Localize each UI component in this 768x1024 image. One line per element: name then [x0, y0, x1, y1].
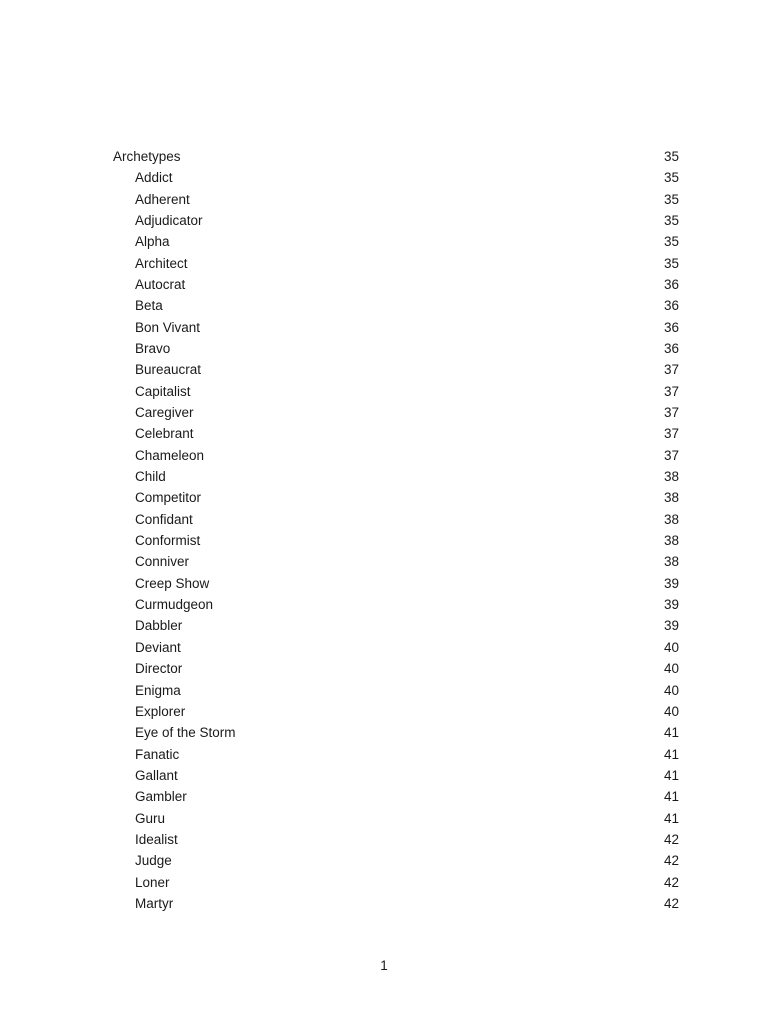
- toc-entry: [113, 167, 679, 188]
- toc-entry: [113, 765, 679, 786]
- toc-entry-label: Bureaucrat: [135, 362, 202, 378]
- toc-entry-label: Curmudgeon: [135, 597, 214, 613]
- toc-entry-page: 38: [663, 490, 679, 506]
- toc-entry-label: Enigma: [135, 682, 181, 698]
- toc-entry-page: 35: [663, 170, 679, 186]
- toc-entry: [113, 210, 679, 231]
- toc-entry-label: Deviant: [135, 639, 181, 655]
- toc-entry-label: Gallant: [135, 767, 178, 783]
- toc-entry-page: 38: [663, 469, 679, 485]
- toc-entry-label: Confidant: [135, 511, 193, 527]
- toc-entry: [113, 295, 679, 316]
- toc-entry: [113, 658, 679, 679]
- toc-heading-label: Archetypes: [113, 148, 181, 164]
- toc-entry-label: Alpha: [135, 234, 170, 250]
- toc-entry-page: 39: [663, 597, 679, 613]
- toc-entry-page: 37: [663, 362, 679, 378]
- toc-entry-page: 39: [663, 618, 679, 634]
- toc-entry: [113, 829, 679, 850]
- toc-entry-page: 42: [663, 831, 679, 847]
- toc-entry-page: 39: [663, 575, 679, 591]
- toc-entry-page: 40: [663, 639, 679, 655]
- toc-entry-label: Adjudicator: [135, 212, 203, 228]
- toc-entry: [113, 530, 679, 551]
- toc-entry-page: 41: [663, 789, 679, 805]
- toc-entry-label: Caregiver: [135, 405, 194, 421]
- toc-entry-label: Eye of the Storm: [135, 725, 236, 741]
- toc-entry-page: 35: [663, 234, 679, 250]
- toc-entry: [113, 402, 679, 423]
- toc-entry: [113, 466, 679, 487]
- toc-entry-page: 38: [663, 511, 679, 527]
- toc-entry-page: 36: [663, 276, 679, 292]
- toc-entry-label: Gambler: [135, 789, 187, 805]
- toc-entry: [113, 680, 679, 701]
- toc-entry-page: 36: [663, 319, 679, 335]
- toc-entry-label: Creep Show: [135, 575, 210, 591]
- toc-entry-label: Guru: [135, 810, 166, 826]
- toc-entry-page: 35: [663, 191, 679, 207]
- toc-entry: [113, 338, 679, 359]
- toc-entry-label: Fanatic: [135, 746, 180, 762]
- toc-entry-page: 36: [663, 341, 679, 357]
- toc-entry-page: 41: [663, 810, 679, 826]
- toc-entry-page: 41: [663, 767, 679, 783]
- toc-entry: [113, 359, 679, 380]
- toc-entry: [113, 808, 679, 829]
- toc-entry-label: Judge: [135, 853, 172, 869]
- toc-heading-row: [113, 146, 679, 167]
- toc-entry-label: Celebrant: [135, 426, 194, 442]
- toc-entry: [113, 317, 679, 338]
- toc-entry-page: 36: [663, 298, 679, 314]
- toc-entry-label: Chameleon: [135, 447, 205, 463]
- toc-entry: [113, 488, 679, 509]
- toc-entry: [113, 445, 679, 466]
- toc-entry-label: Bravo: [135, 341, 171, 357]
- toc-entry-label: Loner: [135, 874, 170, 890]
- toc-entry-page: 35: [663, 255, 679, 271]
- toc-heading-page: 35: [663, 148, 679, 164]
- toc-entry-page: 41: [663, 725, 679, 741]
- toc-entry-label: Conniver: [135, 554, 190, 570]
- toc-entry-page: 41: [663, 746, 679, 762]
- toc-entry-label: Dabbler: [135, 618, 183, 634]
- toc-entry: [113, 594, 679, 615]
- toc-entry: [113, 253, 679, 274]
- toc-entry: [113, 786, 679, 807]
- toc-entry-page: 40: [663, 703, 679, 719]
- toc-entry: [113, 552, 679, 573]
- toc-entry-page: 35: [663, 212, 679, 228]
- toc-entry-label: Bon Vivant: [135, 319, 201, 335]
- toc-entry-label: Child: [135, 469, 166, 485]
- toc-items: [113, 167, 679, 914]
- toc-entry-page: 42: [663, 895, 679, 911]
- toc-entry-page: 38: [663, 533, 679, 549]
- toc-entry: [113, 231, 679, 252]
- toc-entry: [113, 189, 679, 210]
- page-number: 1: [380, 958, 388, 973]
- table-of-contents: [113, 146, 679, 914]
- toc-entry-label: Explorer: [135, 703, 186, 719]
- toc-entry: [113, 850, 679, 871]
- toc-entry: [113, 509, 679, 530]
- toc-entry-label: Adherent: [135, 191, 190, 207]
- toc-entry: [113, 744, 679, 765]
- toc-entry: [113, 893, 679, 914]
- toc-entry-page: 42: [663, 853, 679, 869]
- toc-entry-label: Conformist: [135, 533, 201, 549]
- toc-entry-label: Competitor: [135, 490, 202, 506]
- toc-entry-label: Beta: [135, 298, 163, 314]
- toc-entry-page: 37: [663, 383, 679, 399]
- toc-entry-page: 40: [663, 682, 679, 698]
- toc-entry: [113, 381, 679, 402]
- toc-entry-page: 40: [663, 661, 679, 677]
- toc-entry-label: Idealist: [135, 831, 178, 847]
- toc-entry-label: Autocrat: [135, 276, 186, 292]
- toc-entry: [113, 637, 679, 658]
- toc-entry-label: Martyr: [135, 895, 174, 911]
- toc-entry-label: Architect: [135, 255, 188, 271]
- toc-entry-label: Director: [135, 661, 183, 677]
- toc-entry: [113, 423, 679, 444]
- toc-entry: [113, 872, 679, 893]
- toc-entry-page: 37: [663, 447, 679, 463]
- toc-entry-page: 38: [663, 554, 679, 570]
- toc-entry: [113, 616, 679, 637]
- toc-entry: [113, 722, 679, 743]
- toc-entry-page: 37: [663, 405, 679, 421]
- toc-entry: [113, 573, 679, 594]
- toc-entry-page: 42: [663, 874, 679, 890]
- toc-entry-label: Capitalist: [135, 383, 191, 399]
- toc-entry: [113, 274, 679, 295]
- toc-entry-page: 37: [663, 426, 679, 442]
- toc-entry: [113, 701, 679, 722]
- toc-entry-label: Addict: [135, 170, 173, 186]
